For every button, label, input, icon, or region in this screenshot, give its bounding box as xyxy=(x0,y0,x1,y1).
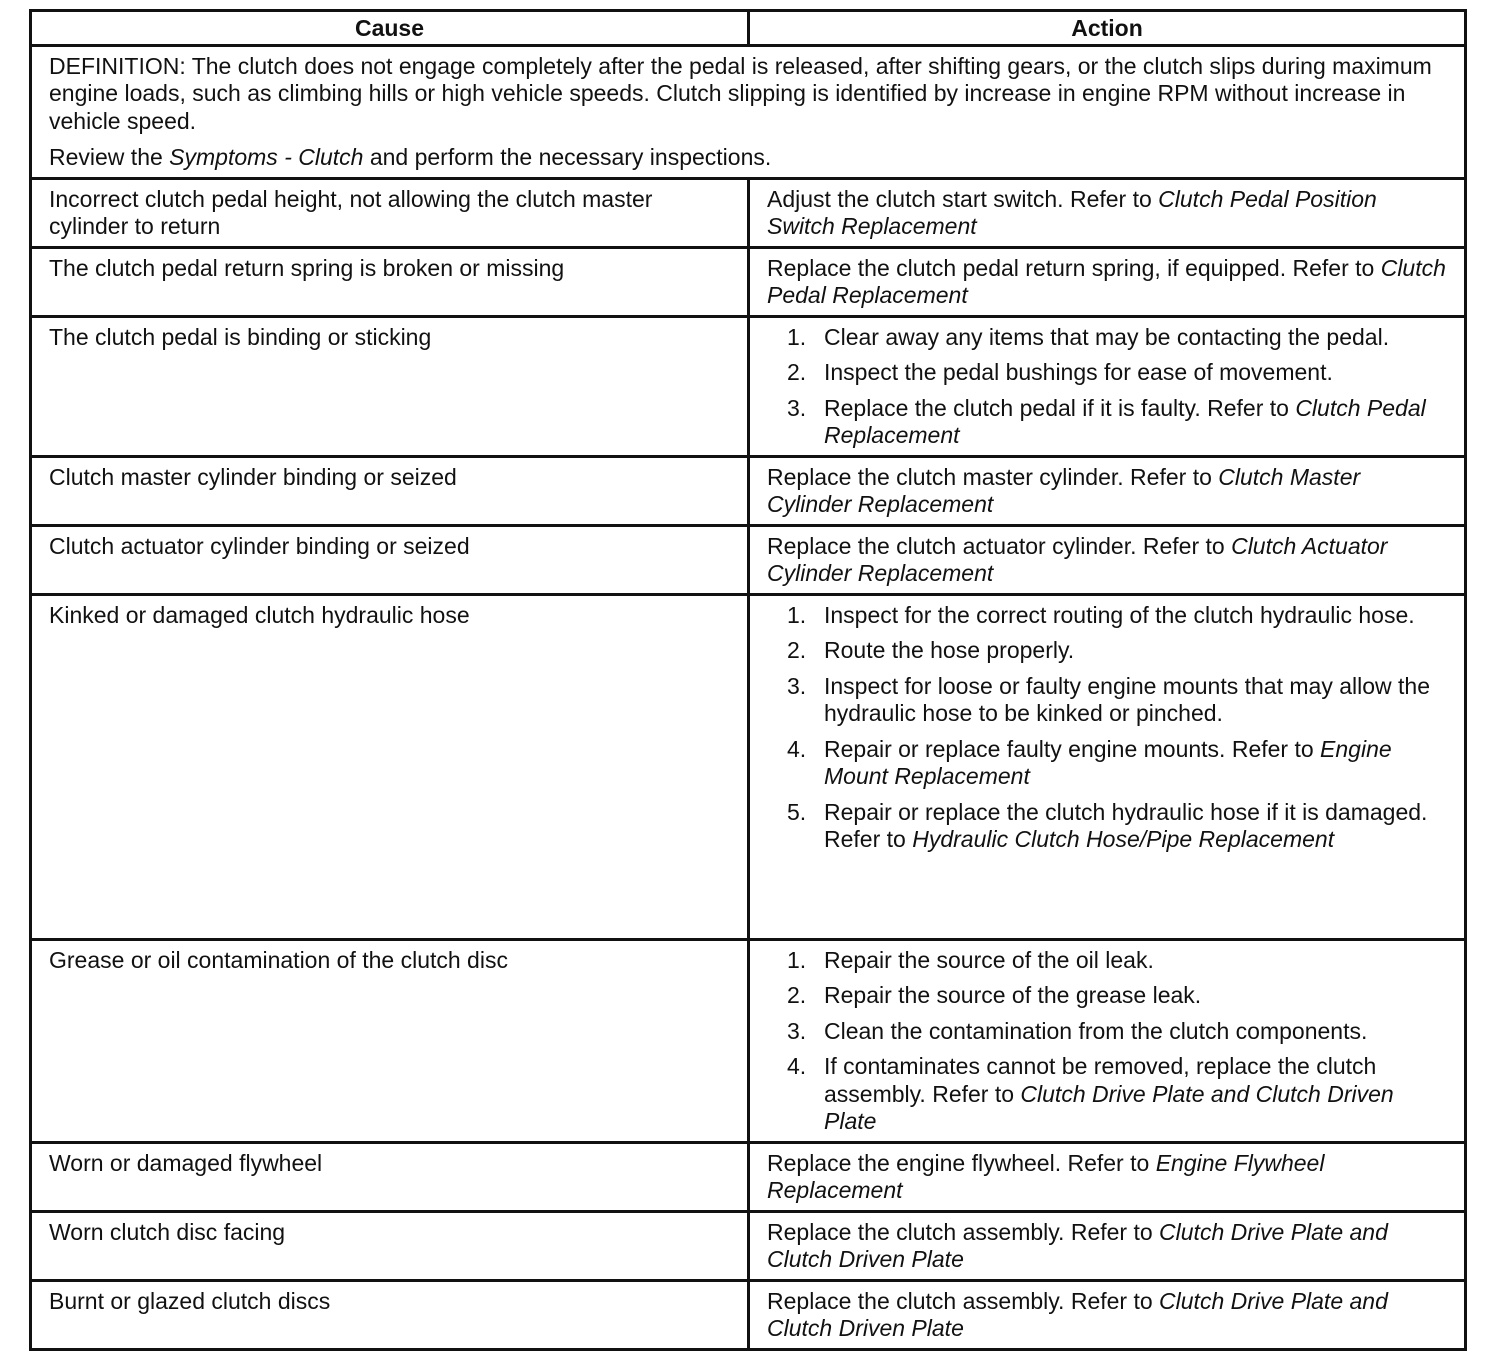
cause-cell: Worn or damaged flywheel xyxy=(31,1142,749,1211)
header-row xyxy=(31,11,1466,46)
step-number: 2. xyxy=(787,982,807,1008)
definition-row xyxy=(31,45,1466,178)
action-text: Replace the clutch actuator cylinder. Refer to xyxy=(767,532,1232,559)
action-step xyxy=(767,947,1450,975)
step-reference: Clutch Drive Plate and Clutch Driven Plate xyxy=(824,1080,1394,1134)
action-step xyxy=(767,602,1450,630)
action-step xyxy=(767,736,1450,791)
action-cell xyxy=(749,178,1466,247)
action-cell xyxy=(749,1142,1466,1211)
table-row xyxy=(31,1280,1466,1349)
action-reference: Clutch Master Cylinder Replacement xyxy=(767,463,1361,517)
action-step xyxy=(767,673,1450,728)
table-row xyxy=(31,1142,1466,1211)
definition-cell xyxy=(31,45,1466,178)
action-reference: Clutch Pedal Position Switch Replacement xyxy=(767,185,1377,239)
action-step xyxy=(767,1018,1450,1046)
step-reference: Clutch Pedal Replacement xyxy=(824,394,1426,448)
action-step xyxy=(767,1053,1450,1136)
step-text: Inspect the pedal bushings for ease of movement. xyxy=(824,359,1333,385)
action-cell xyxy=(749,316,1466,456)
cause-cell: Burnt or glazed clutch discs xyxy=(31,1280,749,1349)
action-reference: Clutch Drive Plate and Clutch Driven Plate xyxy=(767,1287,1388,1341)
step-number: 1. xyxy=(787,946,807,973)
action-step xyxy=(767,324,1450,352)
step-number: 4. xyxy=(787,1053,807,1079)
action-text: Replace the clutch master cylinder. Refer to xyxy=(767,463,1219,490)
review-before: Review the xyxy=(49,144,170,170)
step-number: 3. xyxy=(787,672,807,699)
step-number: 1. xyxy=(787,323,807,350)
step-number: 1. xyxy=(787,601,807,628)
action-cell xyxy=(749,247,1466,316)
cause-header: Cause xyxy=(31,11,749,46)
step-text: Inspect for the correct routing of the clutch hydraulic hose. xyxy=(824,601,1415,628)
table-row xyxy=(31,594,1466,939)
cause-cell: The clutch pedal is binding or sticking xyxy=(31,316,749,456)
action-text: Replace the clutch assembly. Refer to xyxy=(767,1218,1160,1245)
cause-cell: Clutch actuator cylinder binding or seized xyxy=(31,525,749,594)
cause-cell: Worn clutch disc facing xyxy=(31,1211,749,1280)
table-row xyxy=(31,525,1466,594)
step-text: Repair the source of the grease leak. xyxy=(824,982,1202,1008)
action-cell xyxy=(749,525,1466,594)
action-step xyxy=(767,395,1450,450)
action-cell xyxy=(749,1280,1466,1349)
table-row xyxy=(31,1211,1466,1280)
step-number: 3. xyxy=(787,394,807,421)
table-row xyxy=(31,247,1466,316)
cause-cell: Clutch master cylinder binding or seized xyxy=(31,456,749,525)
step-reference: Hydraulic Clutch Hose/Pipe Replacement xyxy=(912,826,1335,852)
table-row xyxy=(31,939,1466,1142)
action-step xyxy=(767,982,1450,1010)
step-text: Clear away any items that may be contacting the pedal. xyxy=(824,323,1390,350)
cause-cell: The clutch pedal return spring is broken or missing xyxy=(31,247,749,316)
step-text: Replace the clutch pedal if it is faulty. Refer to xyxy=(824,394,1296,421)
action-cell xyxy=(749,939,1466,1142)
action-steps xyxy=(767,947,1450,1136)
step-number: 4. xyxy=(787,735,807,762)
action-reference: Clutch Pedal Replacement xyxy=(767,254,1446,308)
action-text: Replace the engine flywheel. Refer to xyxy=(767,1149,1156,1176)
step-text: Repair the source of the oil leak. xyxy=(824,946,1154,973)
action-reference: Clutch Drive Plate and Clutch Driven Plate xyxy=(767,1218,1388,1272)
review-text xyxy=(49,144,1450,172)
cause-cell: Grease or oil contamination of the clutch disc xyxy=(31,939,749,1142)
table-row xyxy=(31,178,1466,247)
review-link: Symptoms - Clutch xyxy=(169,144,364,170)
action-step xyxy=(767,359,1450,387)
step-text: Clean the contamination from the clutch components. xyxy=(824,1017,1368,1044)
step-text: Route the hose properly. xyxy=(824,637,1075,663)
action-reference: Engine Flywheel Replacement xyxy=(767,1149,1325,1203)
cause-cell: Incorrect clutch pedal height, not allowing the clutch master cylinder to return xyxy=(31,178,749,247)
action-cell xyxy=(749,1211,1466,1280)
definition-text: DEFINITION: The clutch does not engage completely after the pedal is released, after shifting gears, or the clutch slips during maximum engine loads, such as climbing hills or high vehicle speeds. Clutch slipping is identified by increase in engine RPM without increase in vehicle speed. xyxy=(49,52,1432,134)
action-steps xyxy=(767,602,1450,854)
action-header: Action xyxy=(749,11,1466,46)
step-number: 2. xyxy=(787,359,807,385)
action-text: Replace the clutch assembly. Refer to xyxy=(767,1287,1160,1314)
step-text: Inspect for loose or faulty engine mounts that may allow the hydraulic hose to be kinked or pinched. xyxy=(824,672,1430,726)
step-number: 3. xyxy=(787,1017,807,1044)
action-reference: Clutch Actuator Cylinder Replacement xyxy=(767,532,1388,586)
table-row xyxy=(31,456,1466,525)
symptom-table xyxy=(29,9,1467,1351)
action-text: Adjust the clutch start switch. Refer to xyxy=(767,185,1159,212)
action-steps xyxy=(767,324,1450,450)
cause-cell: Kinked or damaged clutch hydraulic hose xyxy=(31,594,749,939)
step-number: 2. xyxy=(787,637,807,663)
action-step xyxy=(767,799,1450,854)
step-text: If contaminates cannot be removed, replace the clutch assembly. Refer to xyxy=(824,1053,1377,1107)
table-row xyxy=(31,316,1466,456)
step-reference: Engine Mount Replacement xyxy=(824,735,1392,789)
action-text: Replace the clutch pedal return spring, if equipped. Refer to xyxy=(767,254,1381,281)
review-after: and perform the necessary inspections. xyxy=(363,144,772,170)
action-cell xyxy=(749,594,1466,939)
step-text: Repair or replace the clutch hydraulic hose if it is damaged. Refer to xyxy=(824,798,1428,852)
action-step xyxy=(767,637,1450,665)
action-cell xyxy=(749,456,1466,525)
step-text: Repair or replace faulty engine mounts. Refer to xyxy=(824,735,1321,762)
step-number: 5. xyxy=(787,798,807,825)
